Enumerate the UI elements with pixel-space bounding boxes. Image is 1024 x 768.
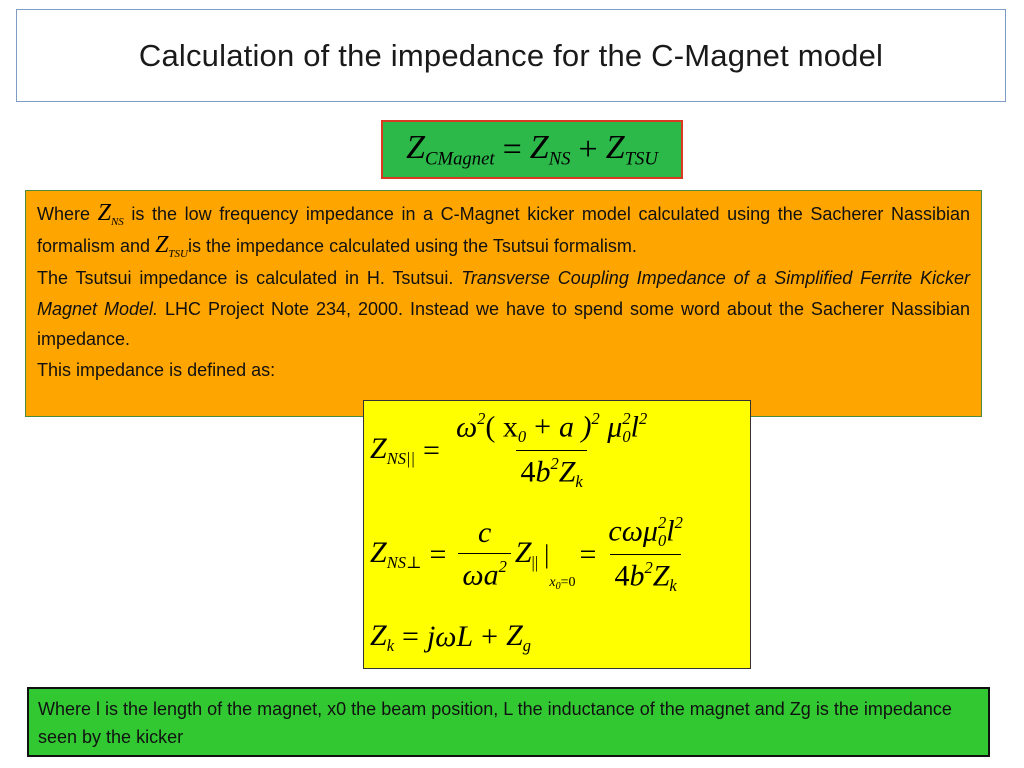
fraction-zns-perpendicular: $\frac{c\omega\mu^2_0l^2}{4b^2Z_k}$: [608, 513, 683, 596]
legend-box: [27, 687, 990, 757]
slide-title: Calculation of the impedance for the C-Magnet model: [138, 37, 884, 73]
formula-box: [363, 400, 751, 669]
ztsu-symbol: $Z_{TSU}$: [155, 232, 188, 260]
main-equation-box: [381, 120, 683, 179]
eq-main-equals: =: [502, 130, 522, 168]
eq-main-term1: $Z_{NS}$: [529, 128, 571, 170]
description-paragraph-2: The Tsutsui impedance is calculated in H. Tsutsui. Transverse Coupling Impedance of a Simplified Ferrite Kicker Magnet Model. LHC Project Note 234, 2000. Instead we have to spend some word about the Sacherer Nassibian impedance.: [37, 268, 970, 349]
zns-symbol: $Z_{NS}$: [97, 200, 124, 228]
description-paragraph-1: Where $Z_{NS}$ is the low frequency impedance in a C-Magnet kicker model calculated using the Sacherer Nassibian formalism and $Z_{TSU}is$ the impedance calculated using the Tsutsui formalism.: [37, 200, 970, 260]
reference-title: Transverse Coupling Impedance of a Simplified Ferrite Kicker Magnet Model.: [37, 268, 970, 319]
description-box: [25, 190, 982, 417]
fraction-c-over-omega-a2: $\frac{c}{\omega a^2}$: [458, 516, 510, 592]
legend-text: Where l is the length of the magnet, x0 the beam position, L the inductance of the magnet and Zg is the impedance seen by the kicker: [38, 699, 952, 747]
formula-zns-parallel: $Z_{NS||}$ = $\frac{\omega^2( x_0 + a )^2 \mu^2_0l^2}{4b^2Z_k}$: [370, 409, 655, 492]
description-paragraph-3: This impedance is defined as:: [37, 359, 276, 380]
fraction-zns-parallel: $\frac{\omega^2( x_0 + a )^2 \mu^2_0l^2}{4b^2Z_k}$: [455, 409, 648, 492]
formula-zns-perpendicular: $Z_{NS\perp}$ = $\frac{c}{\omega a^2}$ $Z_{||}$ | $x_0=0$ = $\frac{c\omega\mu^2_0l^2}{4b^2Z_k}$: [370, 513, 691, 596]
eq-main-lhs: $Z_{CMagnet}$: [406, 128, 495, 170]
eq-main-term2: $Z_{TSU}$: [605, 128, 658, 170]
title-frame: [16, 9, 1006, 102]
formula-zk: $Z_k$ = jωL + $Z_g$: [370, 619, 532, 655]
eq-main-plus: +: [578, 130, 598, 168]
